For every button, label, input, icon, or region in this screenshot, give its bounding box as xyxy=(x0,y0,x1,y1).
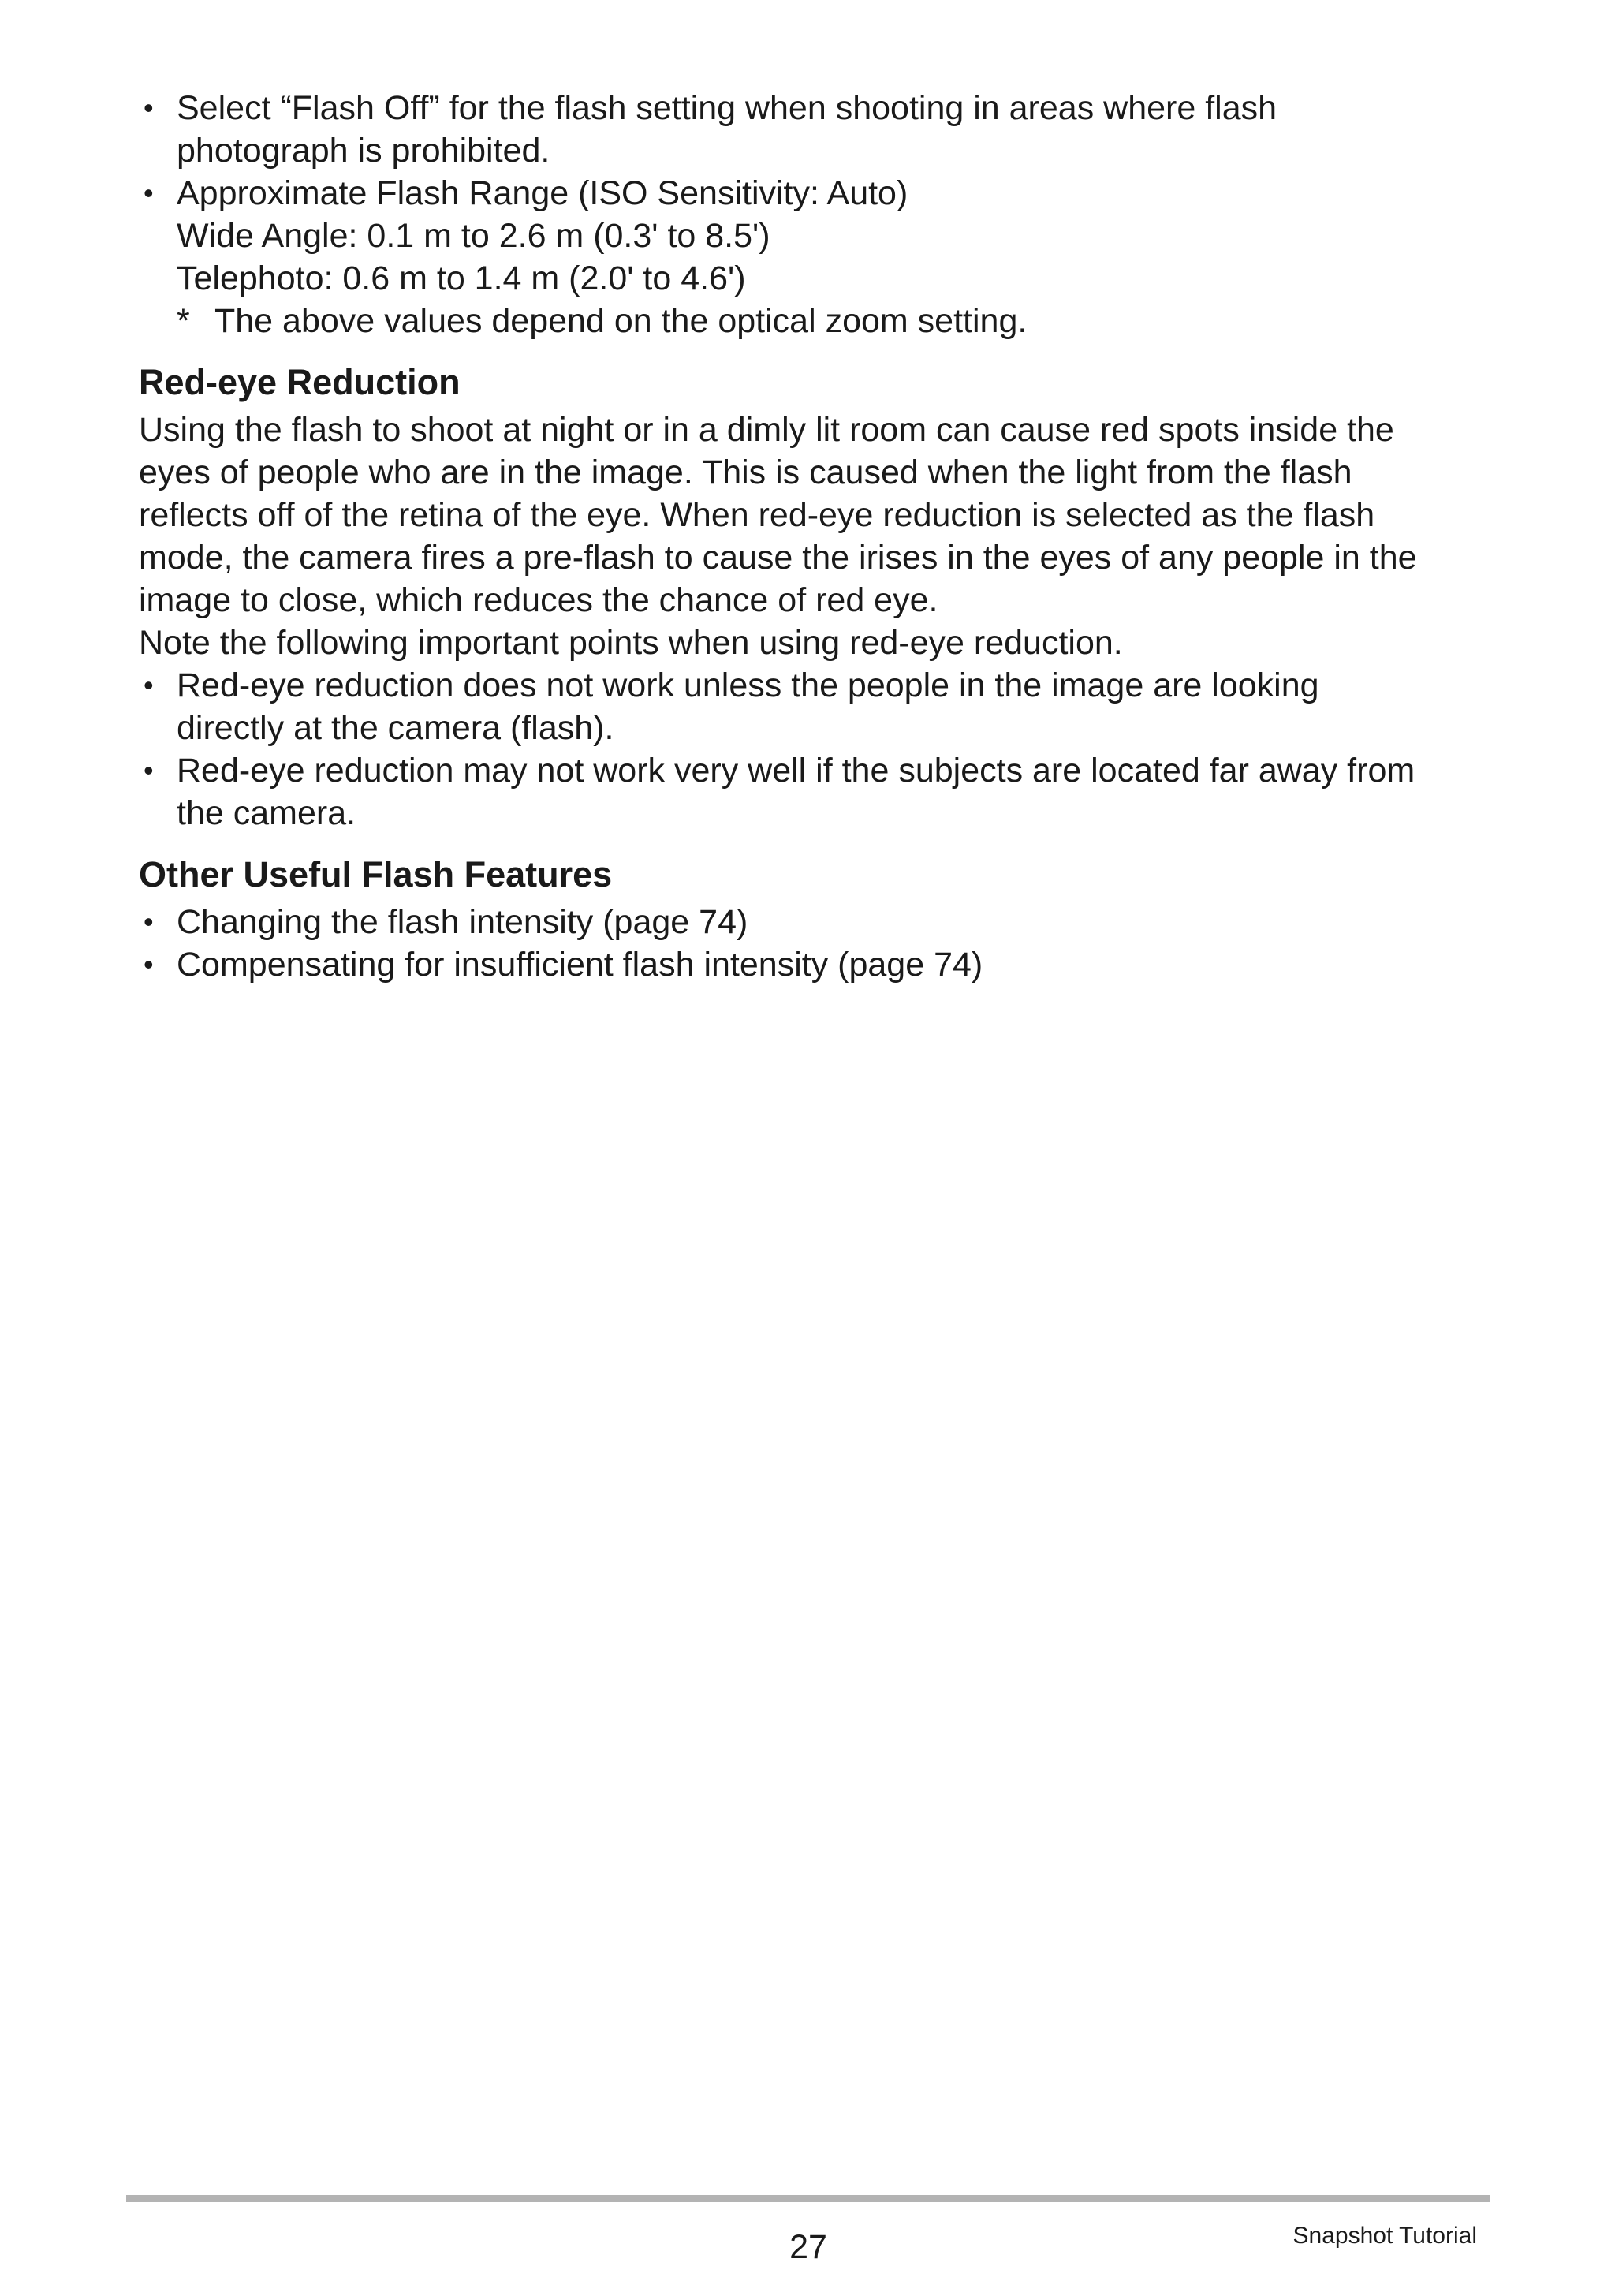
note-marker: * xyxy=(177,302,190,340)
red-eye-paragraph xyxy=(139,409,1495,622)
bullet-text-line: Telephoto: 0.6 m to 1.4 m (2.0' to 4.6') xyxy=(177,259,746,297)
red-eye-note-intro: Note the following important points when using red-eye reduction. xyxy=(139,624,1123,662)
other-features-heading: Other Useful Flash Features xyxy=(139,854,613,894)
other-features-bullet xyxy=(139,901,1495,943)
page-number: 27 xyxy=(789,2228,827,2266)
red-eye-heading: Red-eye Reduction xyxy=(139,362,461,402)
bullet-marker: • xyxy=(144,948,154,980)
flash-off-bullet xyxy=(139,87,1495,172)
page-content xyxy=(139,87,1495,986)
paragraph-line: Using the flash to shoot at night or in a dimly lit room can cause red spots inside the xyxy=(139,411,1394,449)
paragraph-line: eyes of people who are in the image. This is caused when the light from the flash xyxy=(139,454,1352,491)
bullet-text-line: directly at the camera (flash). xyxy=(177,709,614,747)
bullet-text-line: Wide Angle: 0.1 m to 2.6 m (0.3' to 8.5') xyxy=(177,217,770,255)
paragraph-line: reflects off of the retina of the eye. When red-eye reduction is selected as the flash xyxy=(139,496,1375,534)
bullet-text-line: Red-eye reduction may not work very well if the subjects are located far away from xyxy=(177,752,1415,790)
other-features-bullet xyxy=(139,943,1495,986)
bullet-text-line: the camera. xyxy=(177,794,356,832)
footer-rule xyxy=(126,2195,1490,2202)
page-reference-text: Compensating for insufficient flash intensity (page 74) xyxy=(177,946,983,984)
bullet-text-line: Approximate Flash Range (ISO Sensitivity: Auto) xyxy=(177,174,908,212)
bullet-text-line: Red-eye reduction does not work unless the people in the image are looking xyxy=(177,666,1319,704)
bullet-marker: • xyxy=(144,905,154,938)
flash-range-bullet xyxy=(139,172,1495,300)
red-eye-bullet xyxy=(139,749,1495,834)
bullet-marker: • xyxy=(144,754,154,786)
red-eye-bullet xyxy=(139,664,1495,749)
bullet-text-line: photograph is prohibited. xyxy=(177,132,550,170)
bullet-marker: • xyxy=(144,91,154,124)
footer-section-title: Snapshot Tutorial xyxy=(1292,2223,1477,2249)
bullet-text-line: Select “Flash Off” for the flash setting when shooting in areas where flash xyxy=(177,89,1277,127)
bullet-marker: • xyxy=(144,177,154,209)
zoom-note xyxy=(139,300,1495,342)
page-reference-text: Changing the flash intensity (page 74) xyxy=(177,903,748,941)
bullet-marker: • xyxy=(144,669,154,701)
note-text: The above values depend on the optical zoom setting. xyxy=(214,302,1028,340)
paragraph-line: mode, the camera fires a pre-flash to cause the irises in the eyes of any people in the xyxy=(139,539,1417,577)
paragraph-line: image to close, which reduces the chance of red eye. xyxy=(139,581,938,619)
